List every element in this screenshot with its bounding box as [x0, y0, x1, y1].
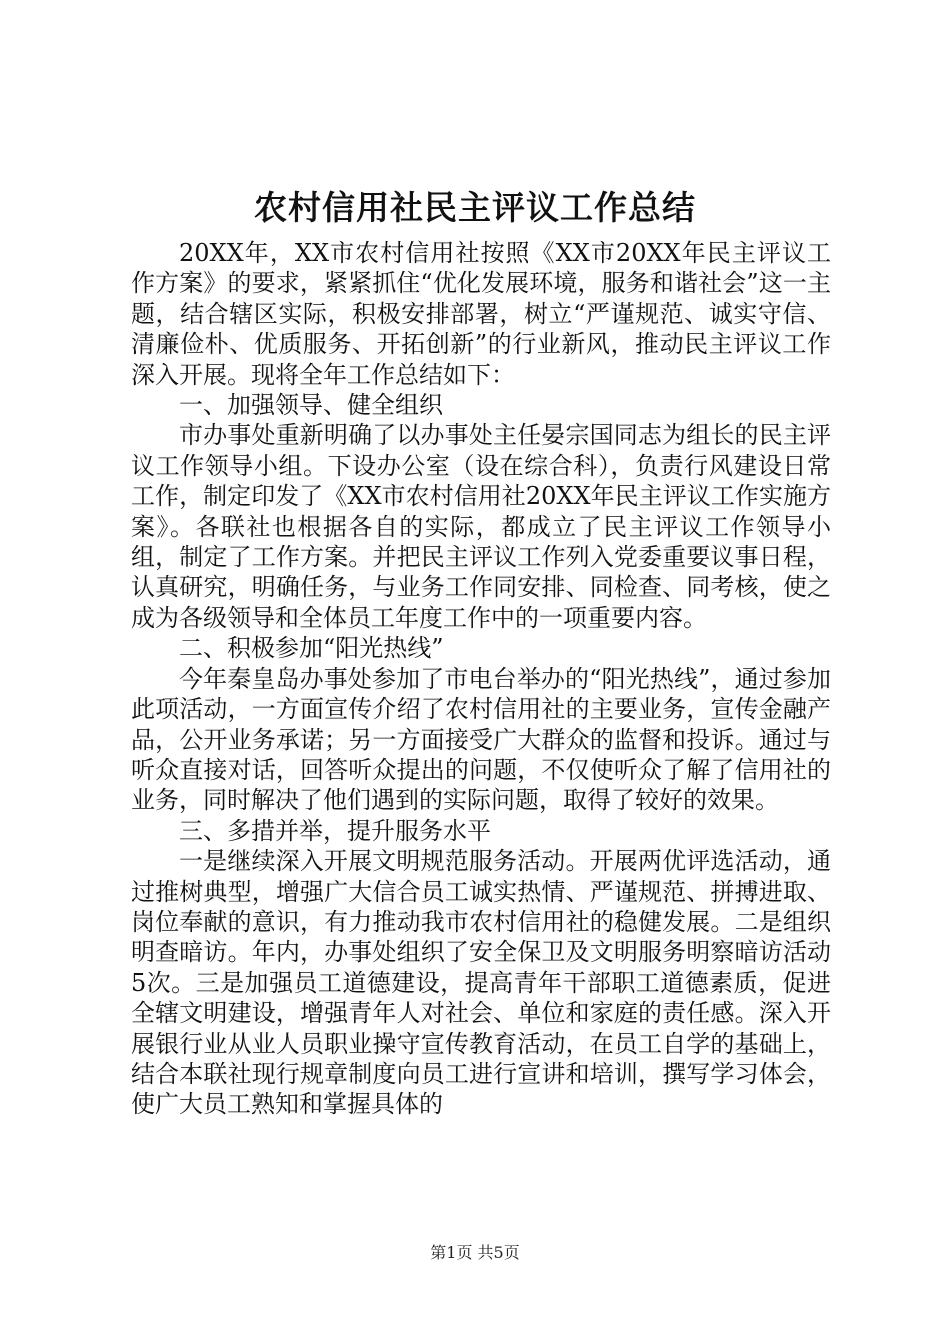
section-heading-3: 三、多措并举，提升服务水平: [179, 816, 491, 845]
paragraph-intro: 20XX年，XX市农村信用社按照《XX市20XX年民主评议工作方案》的要求，紧紧抓住“优化发展环境，服务和谐社会”这一主题，结合辖区实际，积极安排部署，树立“严谨规范、诚实守信、清廉俭朴、优质服务、开拓创新”的行业新风，推动民主评议工作深入开展。现将全年工作总结如下：: [131, 239, 831, 389]
document-title: 农村信用社民主评议工作总结: [254, 188, 696, 227]
paragraph-section-1: 市办事处重新明确了以办事处主任晏宗国同志为组长的民主评议工作领导小组。下设办公室（设在综合科），负责行风建设日常工作，制定印发了《XX市农村信用社20XX年民主评议工作实施方案》。各联社也根据各自的实际，都成立了民主评议工作领导小组，制定了工作方案。并把民主评议工作列入党委重要议事日程，认真研究，明确任务，与业务工作同安排、同检查、同考核，使之成为各级领导和全体员工年度工作中的一项重要内容。: [131, 421, 831, 632]
paragraph-section-2: 今年秦皇岛办事处参加了市电台举办的“阳光热线”，通过参加此项活动，一方面宣传介绍了农村信用社的主要业务，宣传金融产品，公开业务承诺；另一方面接受广大群众的监督和投诉。通过与听众直接对话，回答听众提出的问题，不仅使听众了解了信用社的业务，同时解决了他们遇到的实际问题，取得了较好的效果。: [131, 664, 831, 815]
paragraph-section-3: 一是继续深入开展文明规范服务活动。开展两优评选活动，通过推树典型，增强广大信合员工诚实热情、严谨规范、拼搏进取、岗位奉献的意识，有力推动我市农村信用社的稳健发展。二是组织明查暗访。年内，办事处组织了安全保卫及文明服务明察暗访活动5次。三是加强员工道德建设，提高青年干部职工道德素质，促进全辖文明建设，增强青年人对社会、单位和家庭的责任感。深入开展银行业从业人员职业操守宣传教育活动，在员工自学的基础上，结合本联社现行规章制度向员工进行宣讲和培训，撰写学习体会，使广大员工熟知和掌握具体的: [131, 847, 831, 1119]
section-heading-2: 二、积极参加“阳光热线”: [179, 634, 444, 663]
document-body: [131, 238, 831, 1120]
section-heading-1: 一、加强领导、健全组织: [179, 391, 443, 420]
page-number-footer: 第1页 共5页: [430, 1243, 520, 1262]
